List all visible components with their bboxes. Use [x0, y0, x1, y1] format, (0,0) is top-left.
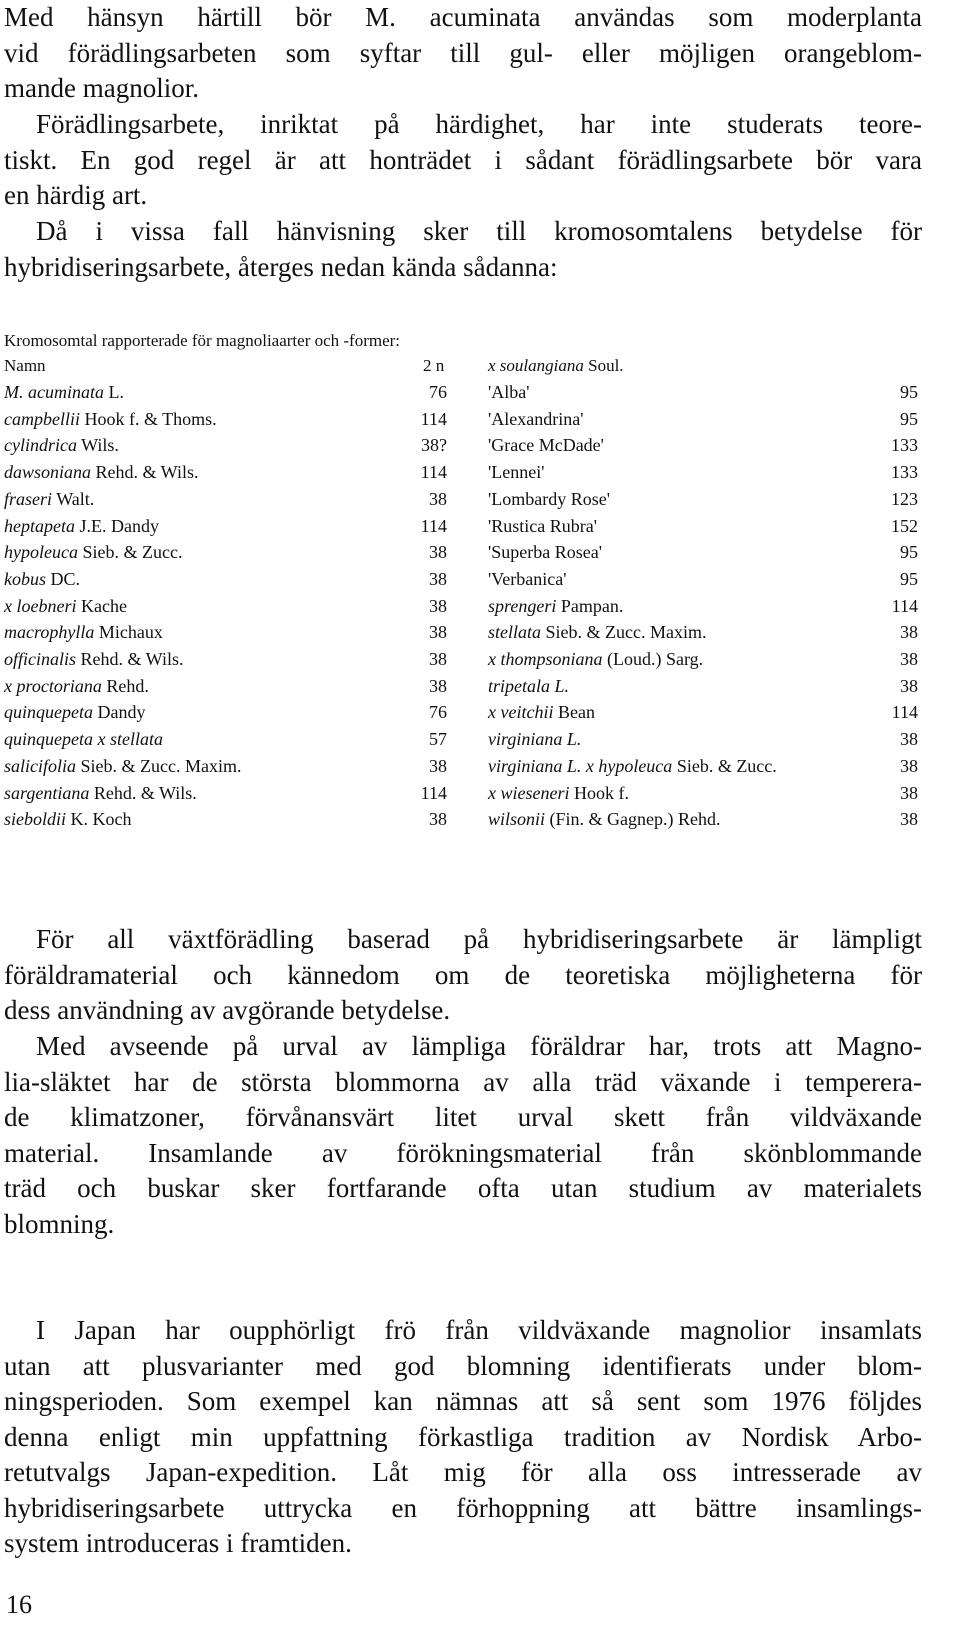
paragraph: [4, 922, 922, 1029]
left-taxon-species: cylindrica: [4, 435, 77, 456]
right-taxon-author: 'Lombardy Rose': [488, 488, 610, 509]
right-taxon: [488, 780, 629, 807]
text-line: dess användning av avgörande betydelse.: [4, 995, 451, 1025]
left-taxon: [4, 619, 163, 646]
right-taxon-author: Bean: [553, 702, 595, 723]
text-line: retutvalgs Japan-expedition. Låt mig för alla oss intresserade av: [4, 1457, 922, 1487]
table-row: [0, 806, 960, 833]
left-taxon-author: Rehd. & Wils.: [89, 782, 197, 803]
left-taxon: [4, 593, 127, 620]
right-taxon: [488, 513, 597, 540]
right-chromosome-count: 38: [900, 729, 918, 750]
left-taxon: [4, 806, 132, 833]
left-taxon-author: Rehd. & Wils.: [91, 462, 199, 483]
table-header-2n: 2 n: [423, 356, 445, 375]
table-row: [0, 619, 960, 646]
left-taxon-species: sieboldii: [4, 809, 66, 830]
table-row: [0, 566, 960, 593]
text-line: Med avseende på urval av lämpliga föräldrar har, trots att Magno-: [36, 1031, 922, 1061]
right-taxon: [488, 379, 529, 406]
right-chromosome-count: 95: [900, 542, 918, 563]
right-chromosome-count: 38: [900, 675, 918, 696]
right-taxon-species: stellata: [488, 622, 541, 643]
right-taxon-author: 'Alba': [488, 382, 530, 402]
right-taxon: [488, 406, 583, 433]
right-taxon-species: virginiana L. x hypoleuca: [488, 755, 673, 776]
table-row: [0, 753, 960, 780]
left-taxon-species: quinquepeta: [4, 702, 93, 723]
text-line: denna enligt min uppfattning förkastliga tradition av Nordisk Arbo-: [4, 1421, 922, 1452]
left-chromosome-count: 38: [429, 568, 447, 589]
left-taxon: [4, 753, 241, 780]
table-row: [0, 699, 960, 726]
left-taxon: [4, 486, 94, 513]
right-taxon: [488, 566, 566, 593]
text-line: Med hänsyn härtill bör M. acuminata användas som moderplanta: [4, 2, 922, 32]
right-taxon: [488, 646, 703, 673]
text-line: mande magnolior.: [4, 73, 199, 103]
left-chromosome-count: 76: [429, 702, 447, 723]
left-taxon-author: DC.: [46, 568, 81, 589]
right-chromosome-count: 95: [900, 408, 918, 429]
left-chromosome-count: 38: [429, 622, 447, 643]
right-taxon: [488, 619, 706, 646]
right-chromosome-count: 152: [891, 515, 918, 536]
text-line: föräldramaterial och kännedom om de teoretiska möjligheterna för: [4, 959, 922, 990]
table-header-soulangiana-author: Soul.: [588, 356, 624, 375]
right-taxon: [488, 673, 569, 700]
table-header-soulangiana-name: x soulangiana: [488, 356, 584, 375]
left-taxon-author: Rehd.: [101, 675, 149, 696]
table-row: [0, 513, 960, 540]
right-taxon-author: (Loud.) Sarg.: [602, 649, 704, 669]
text-line: utan att plusvarianter med god blomning identifierats under blom-: [4, 1350, 922, 1381]
right-taxon-author: Sieb. & Zucc.: [672, 755, 777, 776]
left-taxon: M. acuminata L.: [4, 382, 124, 402]
right-taxon: [488, 486, 610, 513]
left-taxon-species: macrophylla: [4, 622, 95, 643]
left-taxon-species: x loebneri: [4, 595, 77, 616]
paragraph: [4, 214, 922, 285]
left-taxon-author: Rehd. & Wils.: [76, 649, 184, 669]
left-taxon-author: Hook f. & Thoms.: [79, 408, 217, 429]
left-taxon: [4, 459, 198, 486]
left-taxon: [4, 780, 197, 807]
right-taxon-species: x wieseneri: [488, 782, 570, 803]
left-taxon-author: Kache: [76, 595, 127, 616]
left-taxon-species: dawsoniana: [4, 462, 92, 483]
left-taxon-author: Sieb. & Zucc. Maxim.: [76, 755, 242, 776]
right-taxon-species: x veitchii: [488, 702, 554, 723]
right-taxon-author: 'Superba Rosea': [488, 542, 602, 563]
table-row: [0, 406, 960, 433]
left-taxon-species: heptapeta: [4, 515, 75, 536]
left-taxon-author: Sieb. & Zucc.: [77, 542, 183, 563]
right-chromosome-count: 38: [900, 649, 918, 669]
text-line: Då i vissa fall hänvisning sker till kromosomtalens betydelse för: [36, 216, 922, 246]
right-taxon-species: sprengeri: [488, 595, 557, 616]
table-row: [0, 486, 960, 513]
left-chromosome-count: 114: [420, 782, 447, 803]
table-row: [0, 726, 960, 753]
right-chromosome-count: 133: [891, 435, 918, 456]
text-line: blomning.: [4, 1208, 115, 1239]
table-row: [0, 432, 960, 459]
right-chromosome-count: 133: [891, 462, 918, 483]
left-chromosome-count: 114: [420, 462, 447, 483]
right-chromosome-count: 114: [891, 702, 918, 723]
text-line: hybridiseringsarbete uttrycka en förhoppning att bättre insamlings-: [4, 1492, 922, 1523]
left-taxon: [4, 432, 119, 459]
right-taxon-author: 'Alexandrina': [488, 408, 584, 429]
table-header-name: Namn: [4, 356, 46, 375]
left-taxon: [4, 699, 145, 726]
left-taxon-author: Walt.: [52, 488, 95, 509]
right-taxon-author: 'Rustica Rubra': [488, 515, 597, 536]
left-chromosome-count: 38: [429, 595, 447, 616]
left-taxon-species: campbellii: [4, 408, 80, 429]
left-taxon-species: sargentiana: [4, 782, 90, 803]
table-caption: Kromosomtal rapporterade för magnoliaarter och -former:: [4, 331, 401, 350]
left-chromosome-count: 114: [420, 408, 447, 429]
right-chromosome-count: 95: [900, 568, 918, 589]
text-line: Förädlingsarbete, inriktat på härdighet, har inte studerats teore-: [36, 109, 922, 139]
text-line: För all växtförädling baserad på hybridiseringsarbete är lämpligt: [36, 924, 922, 954]
right-taxon-author: Sieb. & Zucc. Maxim.: [541, 622, 707, 643]
table-row: [0, 379, 960, 406]
text-line: ningsperioden. Som exempel kan nämnas att så sent som 1976 följdes: [4, 1386, 922, 1416]
table-row: [0, 780, 960, 807]
left-taxon-species: kobus: [4, 568, 46, 589]
right-taxon: [488, 432, 604, 459]
table-row: [0, 673, 960, 700]
right-chromosome-count: 114: [891, 595, 918, 616]
left-taxon: [4, 406, 217, 433]
right-taxon-species: tripetala L.: [488, 675, 570, 696]
left-taxon: [4, 566, 80, 593]
right-chromosome-count: 38: [900, 782, 918, 803]
right-chromosome-count: 38: [900, 809, 918, 830]
left-taxon-species: x proctoriana: [4, 675, 102, 696]
left-taxon-author: K. Koch: [66, 809, 132, 830]
left-taxon-author: Dandy: [92, 702, 146, 723]
right-taxon-species: wilsonii: [488, 809, 546, 830]
right-taxon-author: Hook f.: [569, 782, 629, 803]
left-chromosome-count: 38: [429, 542, 447, 563]
right-chromosome-count: 38: [900, 622, 918, 643]
left-taxon-author: J.E. Dandy: [74, 515, 159, 536]
text-line: en härdig art.: [4, 180, 148, 210]
right-taxon-author: Pampan.: [556, 595, 624, 616]
table-row: [0, 539, 960, 566]
paragraph: [4, 1029, 922, 1242]
right-chromosome-count: 95: [900, 382, 918, 402]
left-chromosome-count: 38: [429, 809, 447, 830]
left-chromosome-count: 57: [429, 729, 447, 750]
text-line: material. Insamlande av förökningsmaterial från skönblommande: [4, 1137, 922, 1168]
left-taxon: [4, 646, 183, 673]
left-taxon-author: Wils.: [76, 435, 119, 456]
right-taxon-author: 'Verbanica': [488, 568, 567, 589]
paragraph: [4, 1313, 922, 1562]
page-number: 16: [6, 1590, 32, 1619]
text-line: de klimatzoner, förvånansvärt litet urval skett från vildväxande: [4, 1102, 922, 1132]
right-taxon: [488, 459, 544, 486]
right-taxon: [488, 699, 595, 726]
table-row: [0, 593, 960, 620]
text-line: lia-släktet har de största blommorna av alla träd växande i temperera-: [4, 1066, 922, 1097]
left-taxon-species: M. acuminata: [4, 382, 104, 402]
left-chromosome-count: 38: [429, 649, 447, 669]
left-taxon-species: fraseri: [4, 488, 53, 509]
left-taxon-species: officinalis: [4, 649, 76, 669]
left-taxon: [4, 513, 159, 540]
left-taxon-author: Michaux: [94, 622, 163, 643]
text-line: hybridiseringsarbete, återges nedan kända sådanna:: [4, 251, 558, 282]
left-taxon-species: quinquepeta x stellata: [4, 729, 163, 750]
table-row: [0, 459, 960, 486]
paragraph: [4, 107, 922, 214]
left-taxon: [4, 726, 163, 753]
right-taxon: [488, 539, 602, 566]
left-taxon-species: hypoleuca: [4, 542, 78, 563]
right-taxon-author: 'Lennei': [488, 462, 545, 483]
left-chromosome-count: 114: [420, 515, 447, 536]
text-line: I Japan har oupphörligt frö från vildväxande magnolior insamlats: [36, 1315, 922, 1345]
left-chromosome-count: 38: [429, 488, 447, 509]
left-chromosome-count: 38: [429, 755, 447, 776]
right-taxon-species: virginiana L.: [488, 729, 582, 750]
table-row: [0, 646, 960, 673]
left-taxon: [4, 673, 149, 700]
paragraph: [4, 0, 922, 107]
text-line: system introduceras i framtiden.: [4, 1528, 352, 1558]
left-chromosome-count: 38: [429, 675, 447, 696]
right-taxon: [488, 726, 581, 753]
right-taxon: [488, 806, 721, 833]
right-taxon-author: 'Grace McDade': [488, 435, 604, 456]
right-chromosome-count: 38: [900, 755, 918, 776]
right-taxon-species: x thompsoniana: [488, 649, 603, 669]
text-line: tiskt. En god regel är att honträdet i sådant förädlingsarbete bör vara: [4, 144, 922, 175]
left-taxon: [4, 539, 182, 566]
left-chromosome-count: 76: [429, 382, 447, 402]
text-line: vid förädlingsarbeten som syftar till gul- eller möjligen orangeblom-: [4, 37, 922, 68]
right-taxon: [488, 753, 777, 780]
right-taxon: [488, 593, 623, 620]
left-chromosome-count: 38?: [421, 435, 447, 456]
table-header-soulangiana: [488, 355, 624, 377]
text-line: träd och buskar sker fortfarande ofta utan studium av materialets: [4, 1173, 922, 1203]
right-chromosome-count: 123: [891, 488, 918, 509]
left-taxon-species: salicifolia: [4, 755, 76, 776]
right-taxon-author: (Fin. & Gagnep.) Rehd.: [545, 809, 721, 830]
